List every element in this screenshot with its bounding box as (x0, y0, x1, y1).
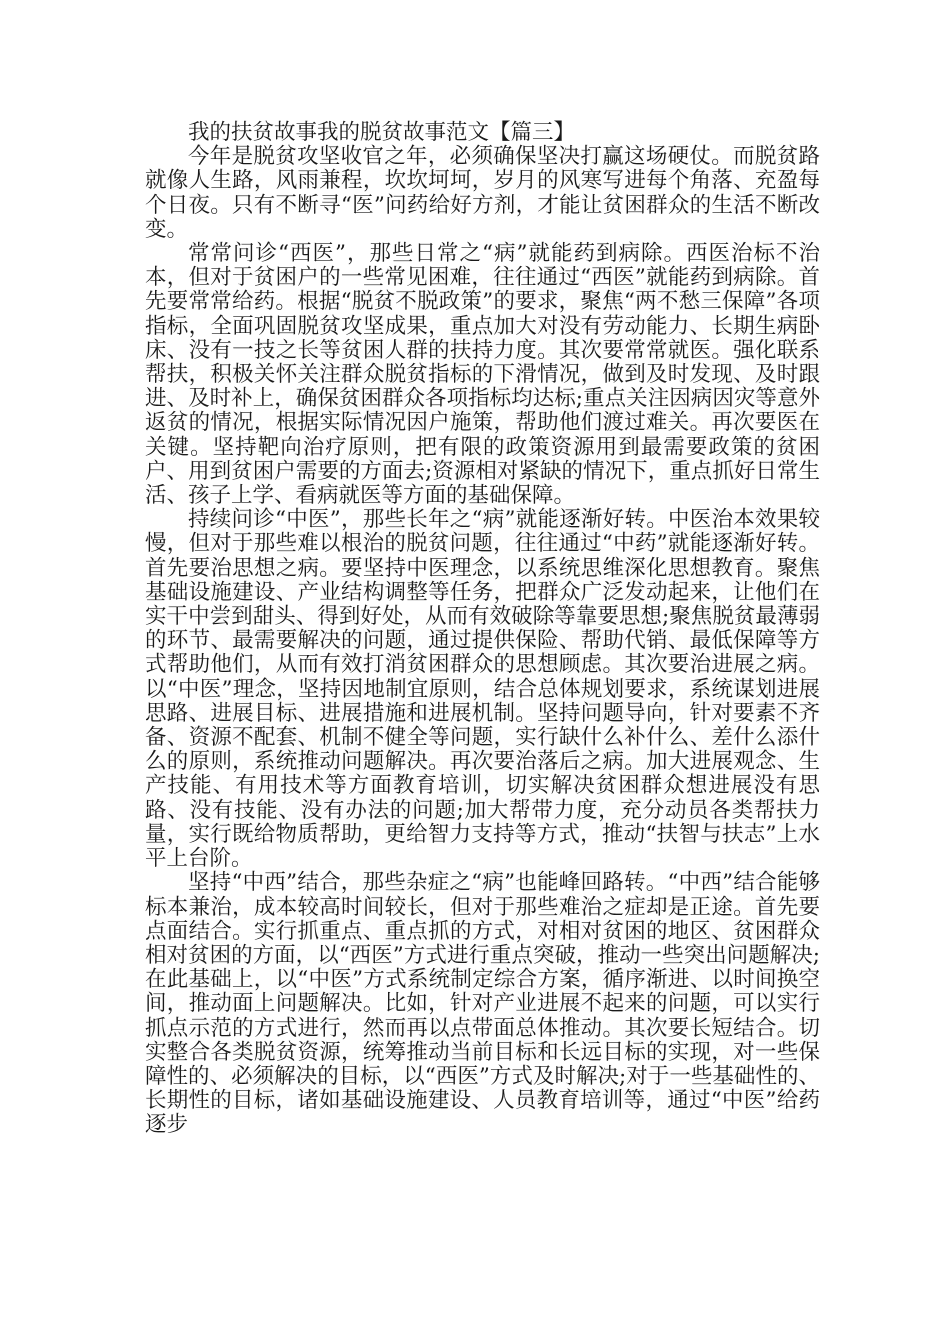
document-body (145, 121, 820, 1138)
paragraph-intro: 今年是脱贫攻坚收官之年，必须确保坚决打赢这场硬仗。而脱贫路就像人生路，风雨兼程，坎坎坷坷，岁月的风寒写进每个角落、充盈每个日夜。只有不断寻“医”问药给好方剂，才能让贫困群众的生活不断改变。 (145, 144, 820, 242)
document-title: 我的扶贫故事我的脱贫故事范文【篇三】 (188, 120, 576, 145)
paragraph-western-medicine: 常常问诊“西医”，那些日常之“病”就能药到病除。西医治标不治本，但对于贫困户的一些常见困难，往往通过“西医”就能药到病除。首先要常常给药。根据“脱贫不脱政策”的要求，聚焦“两不愁三保障”各项指标，全面巩固脱贫攻坚成果，重点加大对没有劳动能力、长期生病卧床、没有一技之长等贫困人群的扶持力度。其次要常常就医。强化联系帮扶，积极关怀关注群众脱贫指标的下滑情况，做到及时发现、及时跟进、及时补上，确保贫困群众各项指标均达标;重点关注因病因灾等意外返贫的情况，根据实际情况因户施策，帮助他们渡过难关。再次要医在关键。坚持靶向治疗原则，把有限的政策资源用到最需要政策的贫困户、用到贫困户需要的方面去;资源相对紧缺的情况下，重点抓好日常生活、孩子上学、看病就医等方面的基础保障。 (145, 241, 820, 509)
paragraph-combined-medicine: 坚持“中西”结合，那些杂症之“病”也能峰回路转。“中西”结合能够标本兼治，成本较高时间较长，但对于那些难治之症却是正途。首先要点面结合。实行抓重点、重点抓的方式，对相对贫困的地区、贫困群众相对贫困的方面，以“西医”方式进行重点突破，推动一些突出问题解决;在此基础上，以“中医”方式系统制定综合方案，循序渐进、以时间换空间，推动面上问题解决。比如，针对产业进展不起来的问题，可以实行抓点示范的方式进行，然而再以点带面总体推动。其次要长短结合。切实整合各类脱贫资源，统筹推动当前目标和长远目标的实现，对一些保障性的、必须解决的目标，以“西医”方式及时解决;对于一些基础性的、长期性的目标，诸如基础设施建设、人员教育培训等，通过“中医”给药逐步 (145, 870, 820, 1138)
paragraph-chinese-medicine: 持续问诊“中医”，那些长年之“病”就能逐渐好转。中医治本效果较慢，但对于那些难以根治的脱贫问题，往往通过“中药”就能逐渐好转。首先要治思想之病。要坚持中医理念，以系统思维深化思想教育。聚焦基础设施建设、产业结构调整等任务，把群众广泛发动起来，让他们在实干中尝到甜头、得到好处，从而有效破除等靠要思想;聚焦脱贫最薄弱的环节、最需要解决的问题，通过提供保险、帮助代销、最低保障等方式帮助他们，从而有效打消贫困群众的思想顾虑。其次要治进展之病。以“中医”理念，坚持因地制宜原则，结合总体规划要求，系统谋划进展思路、进展目标、进展措施和进展机制。坚持问题导向，针对要素不齐备、资源不配套、机制不健全等问题，实行缺什么补什么、差什么添什么的原则，系统推动问题解决。再次要治落后之病。加大进展观念、生产技能、有用技术等方面教育培训，切实解决贫困群众想进展没有思路、没有技能、没有办法的问题;加大帮带力度，充分动员各类帮扶力量，实行既给物质帮助，更给智力支持等方式，推动“扶智与扶志”上水平上台阶。 (145, 507, 820, 872)
